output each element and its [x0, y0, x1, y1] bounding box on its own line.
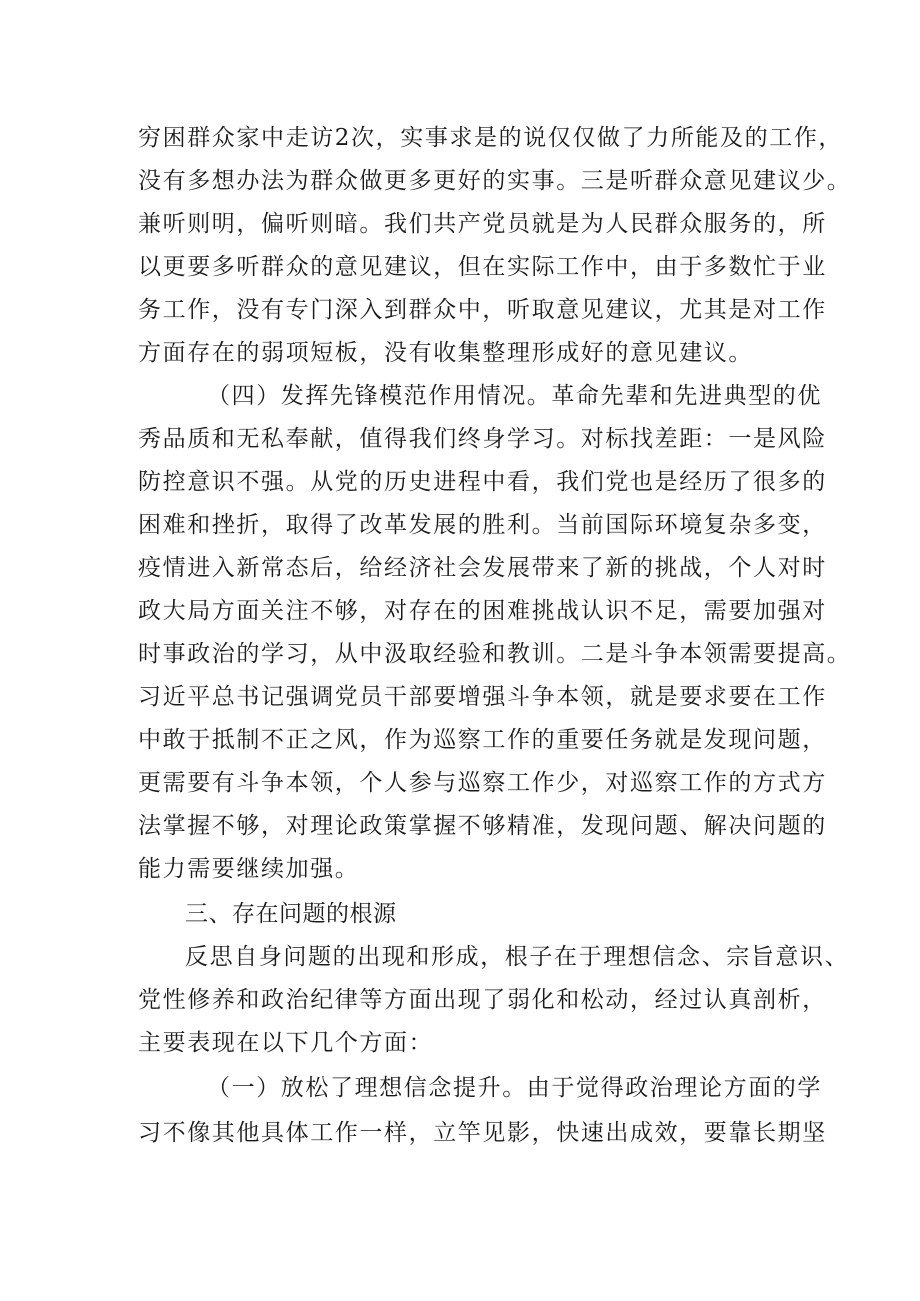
text-line: （四）发挥先锋模范作用情况。革命先辈和先进典型的优 [207, 383, 822, 409]
text-line: 秀品质和无私奉献，值得我们终身学习。对标找差距：一是风险 [138, 426, 827, 452]
text-line: 更需要有斗争本领，个人参与巡察工作少，对巡察工作的方式方 [138, 770, 827, 796]
text-line: 方面存在的弱项短板，没有收集整理形成好的意见建议。 [138, 340, 753, 366]
text-line: 法掌握不够，对理论政策掌握不够精准，发现问题、解决问题的 [138, 813, 827, 839]
text-line: （一）放松了理想信念提升。由于觉得政治理论方面的学 [207, 1075, 822, 1101]
text-line: 防控意识不强。从党的历史进程中看，我们党也是经历了很多的 [138, 469, 827, 495]
text-line: 政大局方面关注不够，对存在的困难挑战认识不足，需要加强对 [138, 598, 827, 624]
text-line: 时事政治的学习，从中汲取经验和教训。二是斗争本领需要提高。 [138, 641, 852, 667]
text-line: 中敢于抵制不正之风，作为巡察工作的重要任务就是发现问题， [138, 727, 827, 753]
text-line: 困难和挫折，取得了改革发展的胜利。当前国际环境复杂多变， [138, 512, 827, 538]
text-line: 没有多想办法为群众做更多更好的实事。三是听群众意见建议少。 [138, 168, 852, 194]
text-line: 主要表现在以下几个方面： [138, 1030, 434, 1056]
text-line: 疫情进入新常态后，给经济社会发展带来了新的挑战，个人对时 [138, 555, 827, 581]
text-line: 以更要多听群众的意见建议，但在实际工作中，由于多数忙于业 [138, 254, 827, 280]
text-line: 反思自身问题的出现和形成，根子在于理想信念、宗旨意识、 [185, 944, 850, 970]
text-line: 习近平总书记强调党员干部要增强斗争本领，就是要求要在工作 [138, 684, 827, 710]
text-line: 能力需要继续加强。 [138, 856, 360, 882]
section-heading: 三、存在问题的根源 [185, 901, 397, 927]
text-line: 党性修养和政治纪律等方面出现了弱化和松动，经过认真剖析， [138, 987, 827, 1013]
text-line: 兼听则明，偏听则暗。我们共产党员就是为人民群众服务的，所 [138, 211, 827, 237]
text-line: 习不像其他具体工作一样，立竿见影，快速出成效，要靠长期坚 [138, 1120, 827, 1146]
text-line: 穷困群众家中走访2次，实事求是的说仅仅做了力所能及的工作， [138, 125, 844, 151]
text-line: 务工作，没有专门深入到群众中，听取意见建议，尤其是对工作 [138, 297, 827, 323]
